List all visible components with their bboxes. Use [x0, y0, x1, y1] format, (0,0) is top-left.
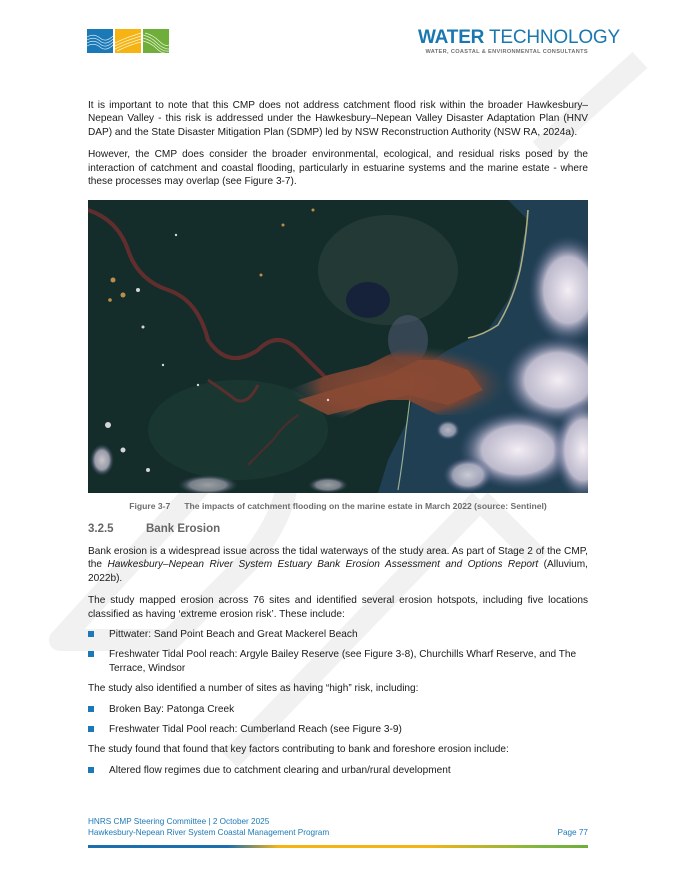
intro-paragraph-1: It is important to note that this CMP does not address catchment flood risk within the broader Hawkesbury–Nepean Valley - this risk is addressed under the Hawkesbury–Nepean Valley Disaster Adaptation Plan (HNV DAP) and the State Disaster Mitigation Plan (SDMP) led by NSW Reconstruction Authority (NSW RA, 2024a).	[88, 100, 588, 138]
intro-section	[88, 99, 588, 188]
p1-text-after: (Alluvium, 2022b).	[88, 559, 588, 584]
list-item-text: Altered flow regimes due to catchment clearing and urban/rural development	[109, 764, 451, 776]
list-item-text: Freshwater Tidal Pool reach: Cumberland Reach (see Figure 3-9)	[109, 724, 402, 736]
high-risk-list	[88, 703, 588, 737]
square-bullet-icon	[88, 631, 94, 637]
company-brand	[418, 27, 620, 55]
list-item	[88, 628, 588, 641]
brand-tagline: WATER, COASTAL & ENVIRONMENTAL CONSULTANTS	[425, 49, 588, 55]
bank-erosion-section	[88, 545, 588, 784]
list-item-text: Pittwater: Sand Point Beach and Great Mackerel Beach	[109, 629, 358, 641]
section-heading	[88, 523, 220, 535]
list-item	[88, 703, 588, 716]
figure-caption-number: Figure 3-7	[129, 501, 171, 511]
intro-paragraph-2: However, the CMP does consider the broader environmental, ecological, and residual risks posed by the interaction of catchment and coastal flooding, particularly in estuarine systems and the marine estate - where these processes may overlap (see Figure 3-7).	[88, 149, 588, 188]
footer-committee-date: HNRS CMP Steering Committee | 2 October 2025	[88, 817, 270, 826]
brand-name-light: TECHNOLOGY	[488, 27, 620, 48]
footer-color-bar	[88, 845, 588, 848]
section-paragraph-3: The study also identified a number of sites as having “high” risk, including:	[88, 683, 419, 695]
satellite-image	[88, 200, 588, 493]
square-bullet-icon	[88, 651, 94, 657]
erosion-factors-list	[88, 764, 588, 777]
square-bullet-icon	[88, 706, 94, 712]
wave-tile-blue-icon	[87, 29, 113, 53]
square-bullet-icon	[88, 767, 94, 773]
page-number: Page 77	[557, 827, 588, 837]
figure-caption	[88, 501, 588, 511]
list-item-text: Freshwater Tidal Pool reach: Argyle Bailey Reserve (see Figure 3-8), Churchills Wharf Reserve, and The Terrace, Windsor	[109, 649, 577, 674]
square-bullet-icon	[88, 726, 94, 732]
list-item	[88, 648, 588, 675]
brand-name	[418, 27, 620, 48]
page-footer	[88, 817, 588, 838]
section-paragraph-1	[88, 545, 588, 585]
footer-document-title: Hawkesbury-Nepean River System Coastal Management Program	[88, 827, 330, 837]
report-title-italic: Hawkesbury–Nepean River System Estuary Bank Erosion Assessment and Options Report	[107, 559, 539, 571]
section-number: 3.2.5	[88, 523, 114, 535]
wave-tile-yellow-icon	[115, 29, 141, 53]
wave-tile-green-icon	[143, 29, 169, 53]
brand-name-bold: WATER	[418, 27, 485, 48]
list-item	[88, 723, 588, 736]
list-item	[88, 764, 588, 777]
figure-caption-text: The impacts of catchment flooding on the marine estate in March 2022 (source: Sentinel)	[184, 501, 547, 511]
section-paragraph-4: The study found that found that key factors contributing to bank and foreshore erosion include:	[88, 744, 509, 756]
section-title: Bank Erosion	[146, 523, 221, 535]
section-paragraph-2: The study mapped erosion across 76 sites and identified several erosion hotspots, including five locations classified as having ‘extreme erosion risk’. These include:	[88, 595, 588, 620]
extreme-risk-list	[88, 628, 588, 675]
list-item-text: Broken Bay: Patonga Creek	[109, 703, 235, 715]
satellite-image-figure	[88, 200, 588, 493]
company-logo-tiles	[87, 29, 169, 53]
p1-text-before: Bank erosion is a widespread issue across the tidal waterways of the study area. As part of Stage 2 of the CMP, the	[88, 546, 588, 571]
